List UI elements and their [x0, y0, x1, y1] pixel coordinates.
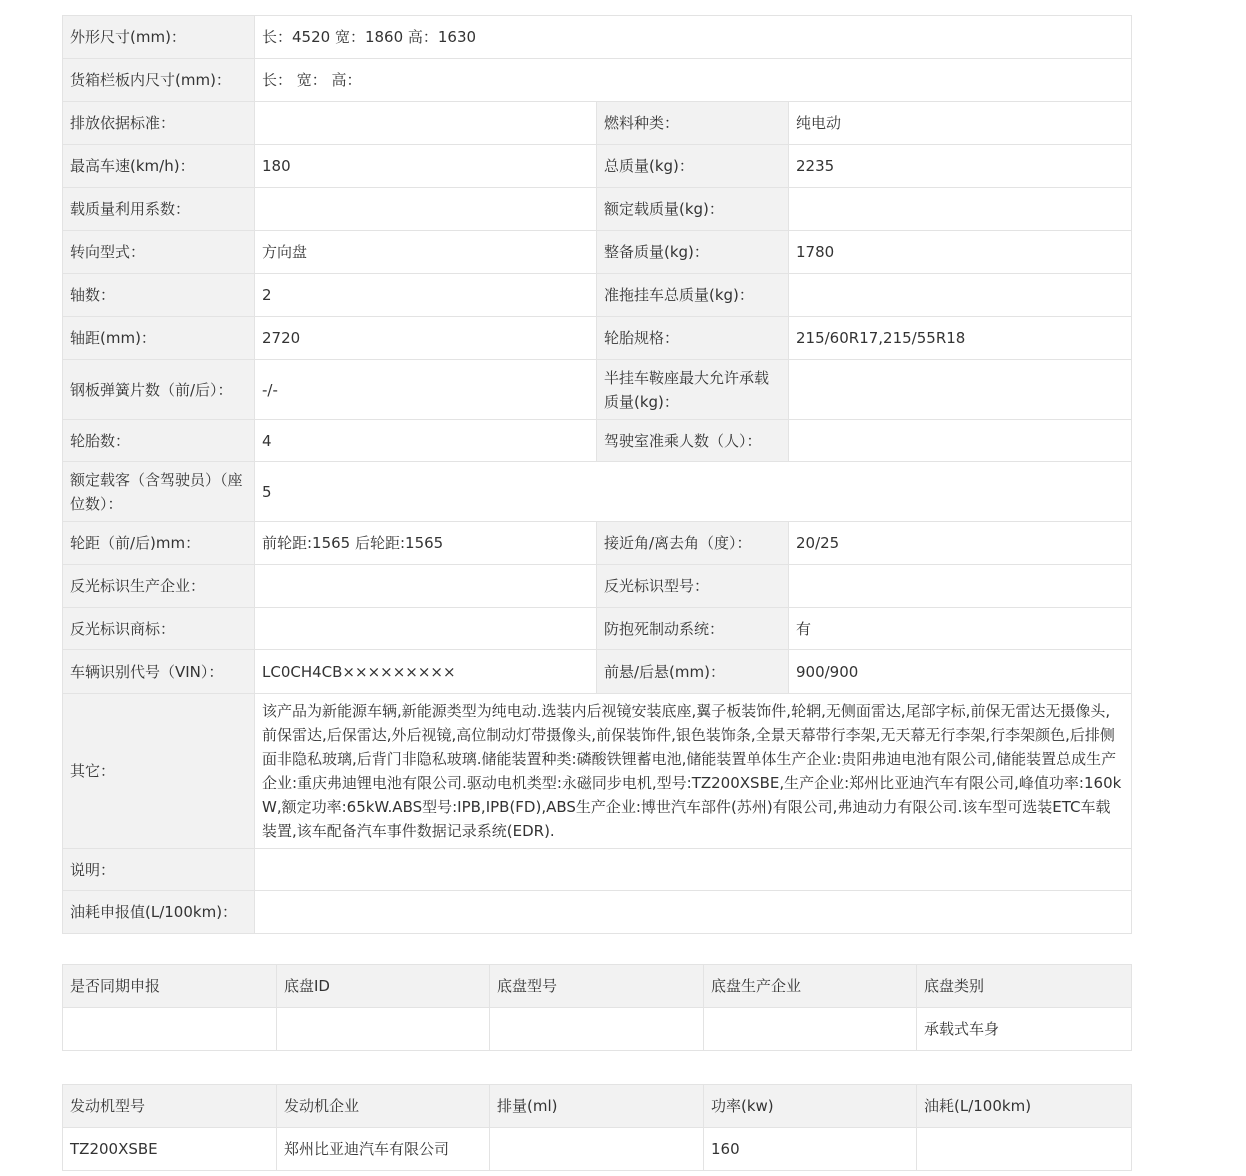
- spec-row-dims: [63, 16, 1132, 59]
- overhang-label: 前悬/后悬(mm)：: [597, 650, 789, 694]
- load-coefficient-value: [255, 188, 597, 231]
- spec-row-axles-trailer: [63, 274, 1132, 317]
- chassis-header-model: 底盘型号: [490, 965, 704, 1008]
- spec-row-seats: [63, 462, 1132, 522]
- spec-row-note: [63, 849, 1132, 891]
- engine-data-row: [63, 1128, 1132, 1171]
- engine-maker-value: 郑州比亚迪汽车有限公司: [277, 1128, 490, 1171]
- trailer-mass-value: [789, 274, 1132, 317]
- other-label: 其它：: [63, 694, 255, 849]
- vehicle-spec-table: [62, 15, 1132, 934]
- spec-row-tires-cab: [63, 420, 1132, 462]
- reflector-brand-label: 反光标识商标：: [63, 608, 255, 650]
- cargo-dims-label: 货箱栏板内尺寸(mm)：: [63, 59, 255, 102]
- total-mass-value: 2235: [789, 145, 1132, 188]
- cab-passengers-label: 驾驶室准乘人数（人）：: [597, 420, 789, 462]
- spec-row-track-angles: [63, 522, 1132, 565]
- chassis-model-value: [490, 1008, 704, 1051]
- chassis-table: [62, 964, 1132, 1051]
- tire-count-label: 轮胎数：: [63, 420, 255, 462]
- reflector-brand-value: [255, 608, 597, 650]
- reflector-model-label: 反光标识型号：: [597, 565, 789, 608]
- rated-load-value: [789, 188, 1132, 231]
- steering-label: 转向型式：: [63, 231, 255, 274]
- axles-label: 轴数：: [63, 274, 255, 317]
- engine-model-value: TZ200XSBE: [63, 1128, 277, 1171]
- chassis-header-maker: 底盘生产企业: [704, 965, 917, 1008]
- engine-header-displacement: 排量(ml): [490, 1085, 704, 1128]
- dims-value: 长：4520 宽：1860 高：1630: [255, 16, 1132, 59]
- saddle-mass-value: [789, 360, 1132, 420]
- spec-row-springs-saddle: [63, 360, 1132, 420]
- spec-row-wheelbase-tires: [63, 317, 1132, 360]
- vin-label: 车辆识别代号（VIN）：: [63, 650, 255, 694]
- max-speed-label: 最高车速(km/h)：: [63, 145, 255, 188]
- note-value: [255, 849, 1132, 891]
- chassis-header-type: 底盘类别: [917, 965, 1132, 1008]
- steering-value: 方向盘: [255, 231, 597, 274]
- track-label: 轮距（前/后)mm：: [63, 522, 255, 565]
- chassis-data-row: [63, 1008, 1132, 1051]
- wheelbase-label: 轴距(mm)：: [63, 317, 255, 360]
- tire-count-value: 4: [255, 420, 597, 462]
- engine-header-model: 发动机型号: [63, 1085, 277, 1128]
- emission-standard-value: [255, 102, 597, 145]
- spec-row-steering-curb: [63, 231, 1132, 274]
- tire-spec-label: 轮胎规格：: [597, 317, 789, 360]
- spec-row-emission-fuel: [63, 102, 1132, 145]
- spec-row-speed-mass: [63, 145, 1132, 188]
- chassis-header-row: [63, 965, 1132, 1008]
- axles-value: 2: [255, 274, 597, 317]
- other-value: 该产品为新能源车辆,新能源类型为纯电动.选装内后视镜安装底座,翼子板装饰件,轮辋,无侧面雷达,尾部字标,前保无雷达无摄像头,前保雷达,后保雷达,外后视镜,高位制动灯带摄像头,前保装饰件,银色装饰条,全景天幕带行李架,无天幕无行李架,行李架颜色,后排侧面非隐私玻璃,后背门非隐私玻璃.储能装置种类:磷酸铁锂蓄电池,储能装置单体生产企业:贵阳弗迪电池有限公司,储能装置总成生产企业:重庆弗迪锂电池有限公司.驱动电机类型:永磁同步电机,型号:TZ200XSBE,生产企业:郑州比亚迪汽车有限公司,峰值功率:160kW,额定功率:65kW.ABS型号:IPB,IPB(FD),ABS生产企业:博世汽车部件(苏州)有限公司,弗迪动力有限公司.该车型可选装ETC车载装置,该车配备汽车事件数据记录系统(EDR).: [255, 694, 1132, 849]
- curb-mass-label: 整备质量(kg)：: [597, 231, 789, 274]
- trailer-mass-label: 准拖挂车总质量(kg)：: [597, 274, 789, 317]
- seats-value: 5: [255, 462, 1132, 522]
- chassis-header-id: 底盘ID: [277, 965, 490, 1008]
- engine-header-row: [63, 1085, 1132, 1128]
- fuel-consumption-value: [255, 891, 1132, 934]
- emission-standard-label: 排放依据标准：: [63, 102, 255, 145]
- spec-row-vin-overhang: [63, 650, 1132, 694]
- rated-load-label: 额定载质量(kg)：: [597, 188, 789, 231]
- chassis-same-period-value: [63, 1008, 277, 1051]
- chassis-maker-value: [704, 1008, 917, 1051]
- load-coefficient-label: 载质量利用系数：: [63, 188, 255, 231]
- max-speed-value: 180: [255, 145, 597, 188]
- leaf-springs-value: -/-: [255, 360, 597, 420]
- cab-passengers-value: [789, 420, 1132, 462]
- reflector-maker-value: [255, 565, 597, 608]
- engine-header-power: 功率(kw): [704, 1085, 917, 1128]
- chassis-type-value: 承载式车身: [917, 1008, 1132, 1051]
- reflector-maker-label: 反光标识生产企业：: [63, 565, 255, 608]
- angles-label: 接近角/离去角（度）：: [597, 522, 789, 565]
- chassis-header-same-period: 是否同期申报: [63, 965, 277, 1008]
- spec-row-load: [63, 188, 1132, 231]
- chassis-id-value: [277, 1008, 490, 1051]
- spec-row-cargo: [63, 59, 1132, 102]
- spec-row-brand-abs: [63, 608, 1132, 650]
- engine-header-fuel-consumption: 油耗(L/100km): [917, 1085, 1132, 1128]
- fuel-type-value: 纯电动: [789, 102, 1132, 145]
- track-value: 前轮距:1565 后轮距:1565: [255, 522, 597, 565]
- abs-label: 防抱死制动系统：: [597, 608, 789, 650]
- angles-value: 20/25: [789, 522, 1132, 565]
- engine-fuel-consumption-value: [917, 1128, 1132, 1171]
- tire-spec-value: 215/60R17,215/55R18: [789, 317, 1132, 360]
- note-label: 说明：: [63, 849, 255, 891]
- abs-value: 有: [789, 608, 1132, 650]
- wheelbase-value: 2720: [255, 317, 597, 360]
- vin-value: LC0CH4CB×××××××××: [255, 650, 597, 694]
- seats-label: 额定载客（含驾驶员）（座位数）：: [63, 462, 255, 522]
- engine-table: [62, 1084, 1132, 1171]
- reflector-model-value: [789, 565, 1132, 608]
- fuel-type-label: 燃料种类：: [597, 102, 789, 145]
- spec-row-reflector: [63, 565, 1132, 608]
- leaf-springs-label: 钢板弹簧片数（前/后）：: [63, 360, 255, 420]
- spec-row-other: [63, 694, 1132, 849]
- overhang-value: 900/900: [789, 650, 1132, 694]
- engine-power-value: 160: [704, 1128, 917, 1171]
- total-mass-label: 总质量(kg)：: [597, 145, 789, 188]
- engine-displacement-value: [490, 1128, 704, 1171]
- saddle-mass-label: 半挂车鞍座最大允许承载质量(kg)：: [597, 360, 789, 420]
- dims-label: 外形尺寸(mm)：: [63, 16, 255, 59]
- spec-row-fuel-consumption: [63, 891, 1132, 934]
- engine-header-maker: 发动机企业: [277, 1085, 490, 1128]
- fuel-consumption-label: 油耗申报值(L/100km)：: [63, 891, 255, 934]
- cargo-dims-value: 长： 宽： 高：: [255, 59, 1132, 102]
- curb-mass-value: 1780: [789, 231, 1132, 274]
